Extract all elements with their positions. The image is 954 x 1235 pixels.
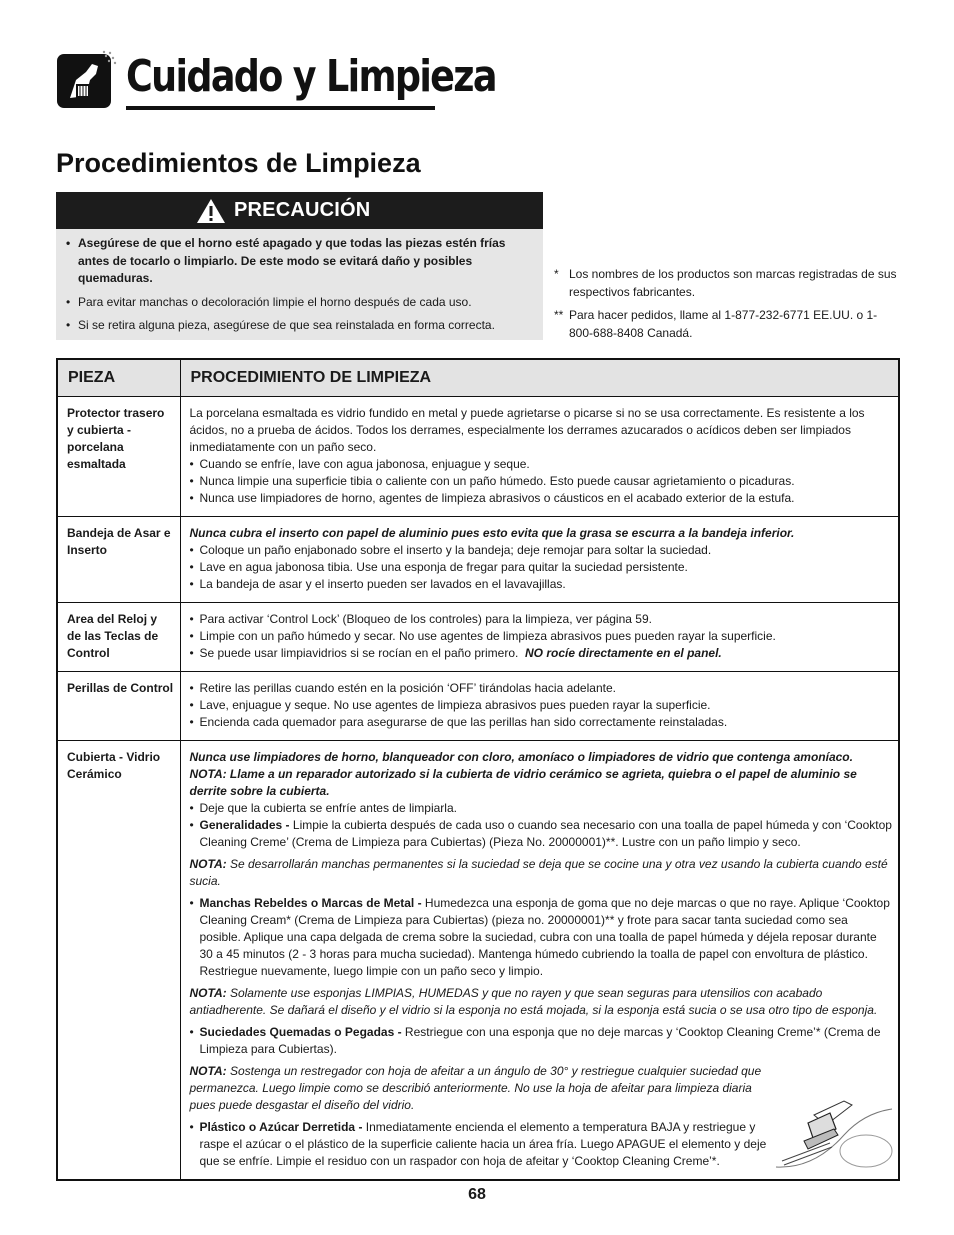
procedure-cell (180, 397, 899, 517)
caution-header (56, 192, 543, 229)
footnote (554, 266, 899, 301)
procedure-bullet: • Nunca limpie una superficie tibia o caliente con un paño húmedo. Esto puede causar agrietamiento o picaduras. (190, 473, 893, 490)
procedure-note (190, 985, 893, 1019)
procedure-bullet: • Coloque un paño enjabonado sobre el inserto y la bandeja; deje remojar para soltar la suciedad. (190, 542, 893, 559)
procedure-bullet: • Limpie con un paño húmedo y secar. No use agentes de limpieza abrasivos pues pueden rayar la superficie. (190, 628, 893, 645)
procedure-text: La porcelana esmaltada es vidrio fundido en metal y puede agrietarse o picarse si no se usa correctamente. Es resistente a los ácidos, no a prueba de ácidos. Todos los derrames, especialmente los derrames azucarados o acídicos deben ser limpiados inmediatamente con un paño seco. (189, 406, 865, 454)
bullet-text: Limpie la cubierta después de cada uso o cuando sea necesario con una toalla de papel húmeda y con ‘Cooktop Cleaning Creme’ (Crema de Limpieza para Cubiertas) (Pieza No. 20000001)**. Lustre con un paño limpio y seco. (199, 818, 892, 849)
table-header-row (57, 359, 899, 397)
table-row (57, 517, 899, 603)
procedure-note (190, 856, 893, 890)
cleaning-spray-icon (56, 50, 118, 110)
page-title: Cuidado y Limpieza (126, 51, 496, 102)
caution-item: • Si se retira alguna pieza, asegúrese de que sea reinstalada en forma correcta. (64, 317, 535, 335)
procedure-bullet: • Para activar ‘Control Lock’ (Bloqueo de los controles) para la limpieza, ver página 59. (190, 611, 893, 628)
procedure-bullet (190, 1024, 893, 1058)
procedure-cell (180, 517, 899, 603)
piece-cell: Cubierta - Vidrio Cerámico (57, 741, 180, 1181)
procedure-bullet: • La bandeja de asar y el inserto pueden ser lavados en el lavavajillas. (190, 576, 893, 593)
procedure-bullet: • Encienda cada quemador para asegurarse de que las perillas han sido correctamente reinstaladas. (190, 714, 893, 731)
bullet-label: Plástico o Azúcar Derretida - (199, 1120, 363, 1134)
footnote-mark: * (554, 267, 559, 281)
footnote (554, 307, 899, 342)
bullet-text: Humedezca una esponja de goma que no deje marcas o que no raye. Aplique ‘Cooktop Cleaning Cream* (Crema de Limpieza para Cubiertas) (pieza no. 20000001)** y frote para sacar tanta suciedad como sea posible. Aplique una capa delgada de crema sobre la suciedad, cubra con una toalla de papel húmeda y déjela reposar durante 30 a 45 minutos (2 - 3 horas para mucha suciedad). Mantenga húmedo cubriendo la toalla de papel con envoltura de plástico. Restriegue nuevamente, luego limpie con un paño seco y limpio. (199, 896, 890, 978)
procedure-bullet: • Retire las perillas cuando estén en la posición ‘OFF’ tirándolas hacia adelante. (190, 680, 893, 697)
piece-cell: Perillas de Control (57, 672, 180, 741)
caution-box (56, 192, 543, 340)
column-header-piece: PIEZA (57, 359, 180, 397)
table-row (57, 603, 899, 672)
procedure-cell (180, 741, 899, 1181)
footnotes (554, 266, 899, 348)
bullet-label: Generalidades - (199, 818, 290, 832)
bullet-emphasis: NO rocíe directamente en el panel. (525, 646, 722, 660)
note-label: NOTA: (189, 857, 227, 871)
note-label: NOTA: (189, 1064, 227, 1078)
cleaning-procedures-table (56, 358, 900, 1181)
bullet-label: Manchas Rebeldes o Marcas de Metal - (199, 896, 422, 910)
caution-item: • Asegúrese de que el horno esté apagado y que todas las piezas estén frías antes de tocarlo o limpiarlo. De este modo se evitará daño y posibles quemaduras. (64, 235, 535, 288)
procedure-cell (180, 672, 899, 741)
procedure-bullet: • Lave en agua jabonosa tibia. Use una esponja de fregar para quitar la suciedad persistente. (190, 559, 893, 576)
piece-cell: Bandeja de Asar e Inserto (57, 517, 180, 603)
note-label: NOTA: (189, 986, 227, 1000)
note-text: Sostenga un restregador con hoja de afeitar a un ángulo de 30° y restriegue cualquier suciedad que permanezca. Luego limpie como se describió anteriormente. No use la hoja de afeitar para limpieza diaria pues puede desgastar el diseño del vidrio. (189, 1064, 762, 1112)
bullet-text: Restriegue con una esponja que no deje marcas y ‘Cooktop Cleaning Creme’* (Crema de Limpieza para Cubiertas). (199, 1025, 881, 1056)
procedure-bullet: • Cuando se enfríe, lave con agua jabonosa, enjuague y seque. (190, 456, 893, 473)
warning-triangle-icon (196, 198, 226, 224)
bullet-label: Suciedades Quemadas o Pegadas - (199, 1025, 402, 1039)
table-row (57, 741, 899, 1181)
page-number: 68 (468, 1186, 486, 1203)
procedure-warning: Nunca use limpiadores de horno, blanqueador con cloro, amoníaco o limpiadores de vidrio que contenga amoníaco. (189, 750, 853, 764)
procedure-cell (180, 603, 899, 672)
table-row (57, 397, 899, 517)
razor-scraper-illustration (774, 1095, 894, 1173)
footnote-mark: ** (554, 308, 564, 322)
procedure-bullet: • Nunca use limpiadores de horno, agentes de limpieza abrasivos o cáusticos en el acabado exterior de la estufa. (190, 490, 893, 507)
footnote-text: Los nombres de los productos son marcas registradas de sus respectivos fabricantes. (569, 267, 897, 299)
caution-list (56, 229, 543, 335)
caution-item: • Para evitar manchas o decoloración limpie el horno después de cada uso. (64, 294, 535, 312)
footnote-text: Para hacer pedidos, llame al 1-877-232-6771 EE.UU. o 1-800-688-8408 Canadá. (569, 308, 878, 340)
procedure-bullet (190, 895, 893, 980)
piece-cell: Area del Reloj y de las Teclas de Control (57, 603, 180, 672)
bullet-text: Inmediatamente encienda el elemento a temperatura BAJA y restriegue y raspe el azúcar o el plástico de la superficie caliente hacia un área fría. Luego APAGUE el elemento y deje que se enfríe. Limpie el residuo con un raspador con hoja de afeitar y ‘Cooktop Cleaning Creme’*. (199, 1120, 767, 1168)
table-row (57, 672, 899, 741)
piece-cell: Protector trasero y cubierta - porcelana esmaltada (57, 397, 180, 517)
procedure-warning: Nunca cubra el inserto con papel de aluminio pues esto evita que la grasa se escurra a la bandeja inferior. (189, 526, 795, 540)
column-header-procedure: PROCEDIMIENTO DE LIMPIEZA (180, 359, 899, 397)
note-text: Solamente use esponjas LIMPIAS, HUMEDAS y que no rayen y que sean seguras para utensilios con acabado antiadherente. Se dañará el diseño y el vidrio si la esponja no está mojada, si la esponja está sucia o se usa otro tipo de esponja. (189, 986, 878, 1017)
procedure-bullet: • Lave, enjuague y seque. No use agentes de limpieza abrasivos pues pueden rayar la superficie. (190, 697, 893, 714)
section-title: Procedimientos de Limpieza (56, 148, 421, 178)
note-text: Se desarrollarán manchas permanentes si la suciedad se deja que se cocine una y otra vez usando la cubierta cuando esté sucia. (189, 857, 888, 888)
bullet-text: Se puede usar limpiavidrios si se rocían en el paño primero. (199, 646, 519, 660)
caution-label: PRECAUCIÓN (234, 199, 371, 221)
procedure-warning: NOTA: Llame a un reparador autorizado si la cubierta de vidrio cerámico se agrieta, quiebra o el papel de aluminio se derrite sobre la cubierta. (189, 767, 857, 798)
procedure-bullet (190, 817, 893, 851)
title-underline (126, 106, 435, 110)
procedure-bullet (190, 645, 893, 662)
procedure-bullet: • Deje que la cubierta se enfríe antes de limpiarla. (190, 800, 893, 817)
